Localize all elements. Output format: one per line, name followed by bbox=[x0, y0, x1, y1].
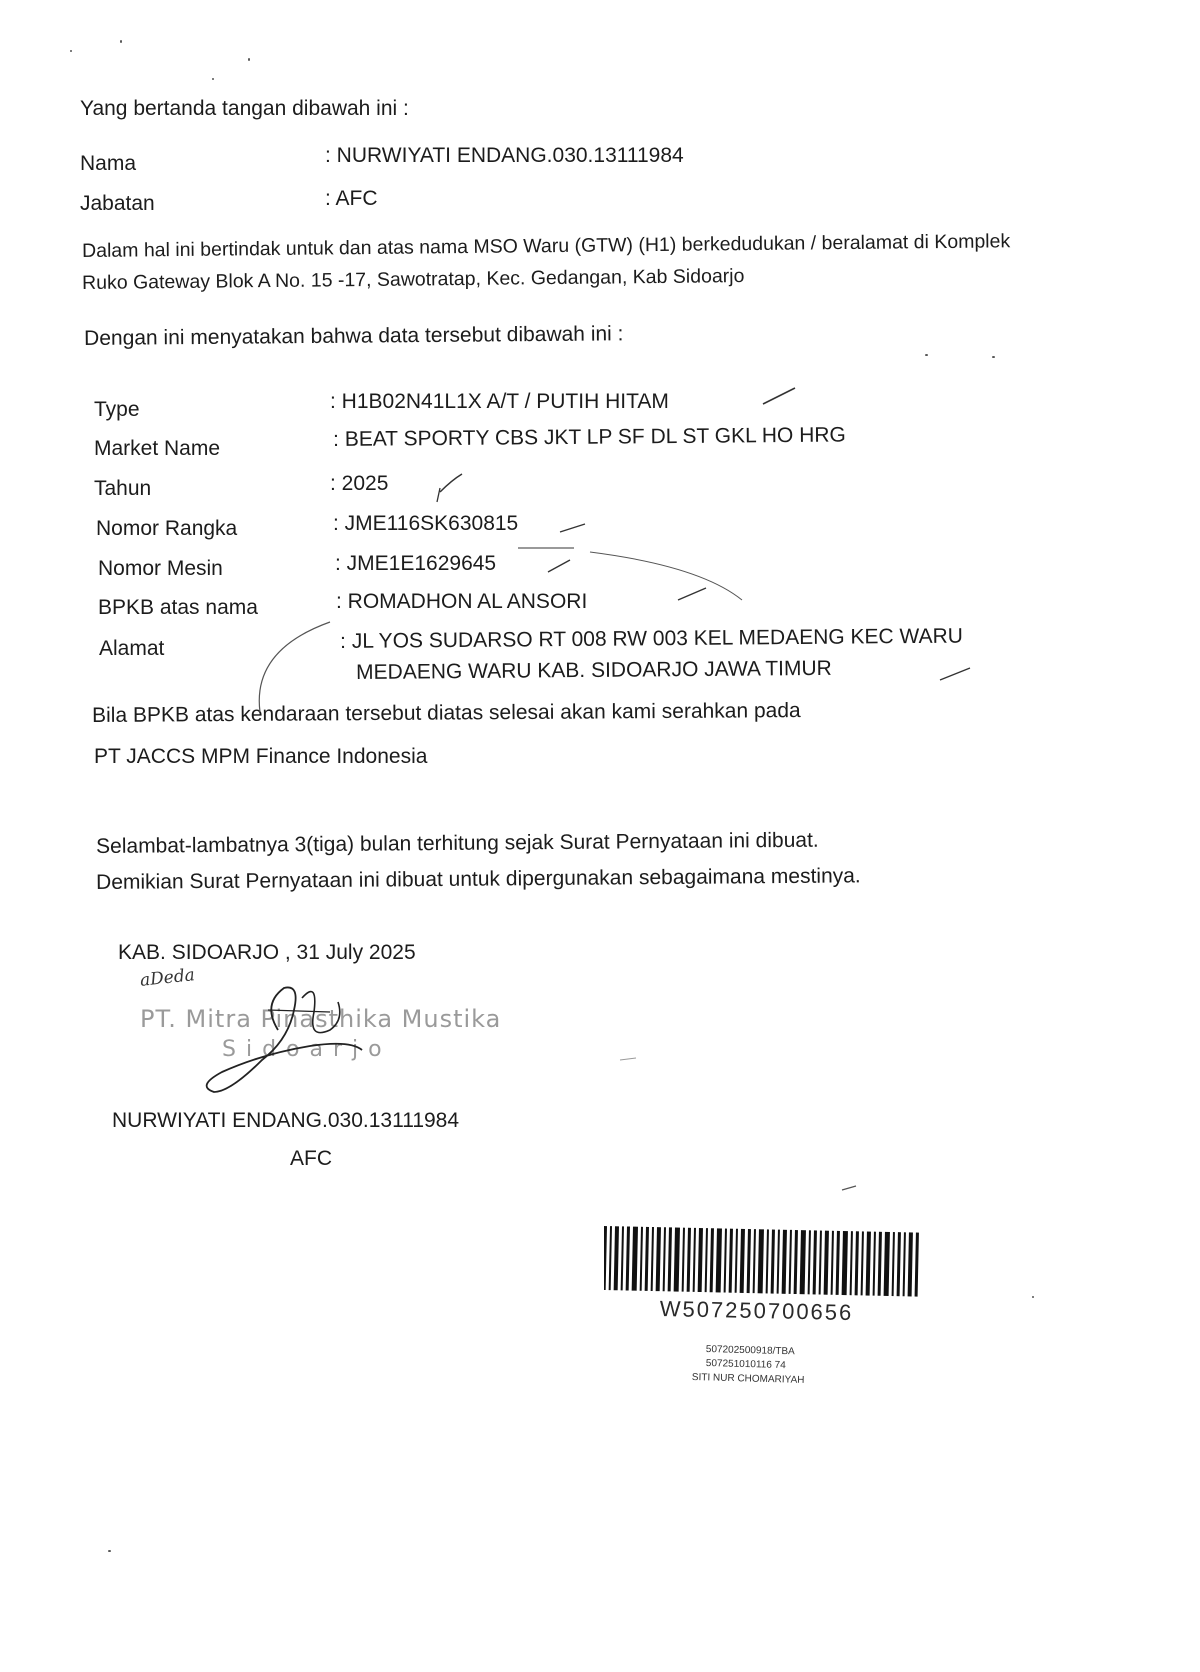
market-name-label: Market Name bbox=[94, 437, 221, 460]
barcode-ref-3: SITI NUR CHOMARIYAH bbox=[691, 1372, 805, 1386]
market-name-value: : BEAT SPORTY CBS JKT LP SF DL ST GKL HO HRG bbox=[333, 424, 846, 452]
barcode-ref-1: 507202500918/TBA bbox=[705, 1344, 795, 1358]
nomor-rangka-label: Nomor Rangka bbox=[96, 517, 238, 540]
jabatan-value: : AFC bbox=[325, 187, 378, 211]
statement-intro: Dengan ini menyatakan bahwa data tersebut dibawah ini : bbox=[84, 322, 624, 350]
company-stamp-text: PT. Mitra Pinasthika Mustika bbox=[140, 1005, 502, 1033]
handwritten-initials: aDeda bbox=[139, 965, 196, 991]
type-label: Type bbox=[94, 398, 140, 421]
tahun-label: Tahun bbox=[94, 477, 152, 500]
handover-line-1: Bila BPKB atas kendaraan tersebut diatas selesai akan kami serahkan pada bbox=[92, 699, 801, 727]
barcode-ref-2: 507251010116 74 bbox=[705, 1358, 786, 1372]
bpkb-label: BPKB atas nama bbox=[98, 596, 258, 619]
closing-line: Demikian Surat Pernyataan ini dibuat untuk dipergunakan sebagaimana mestinya. bbox=[96, 864, 861, 894]
nomor-mesin-value: : JME1E1629645 bbox=[335, 552, 496, 576]
nama-value: : NURWIYATI ENDANG.030.13111984 bbox=[325, 144, 684, 168]
intro-text: Yang bertanda tangan dibawah ini : bbox=[80, 97, 409, 120]
nomor-mesin-label: Nomor Mesin bbox=[98, 557, 223, 580]
acting-line-1: Dalam hal ini bertindak untuk dan atas nama MSO Waru (GTW) (H1) berkedudukan / beralamat di Komplek bbox=[82, 230, 1011, 262]
signature-name: NURWIYATI ENDANG.030.13111984 bbox=[112, 1109, 460, 1132]
nama-label: Nama bbox=[80, 152, 137, 175]
alamat-label: Alamat bbox=[99, 637, 165, 660]
place-date: KAB. SIDOARJO , 31 July 2025 bbox=[118, 941, 416, 964]
bpkb-value: : ROMADHON AL ANSORI bbox=[336, 590, 587, 614]
deadline-line: Selambat-lambatnya 3(tiga) bulan terhitung sejak Surat Pernyataan ini dibuat. bbox=[96, 828, 819, 858]
handover-line-2: PT JACCS MPM Finance Indonesia bbox=[94, 745, 428, 768]
alamat-value-line-1: : JL YOS SUDARSO RT 008 RW 003 KEL MEDAENG KEC WARU bbox=[340, 625, 963, 654]
company-stamp-city: Sidoarjo bbox=[222, 1037, 392, 1062]
nomor-rangka-value: : JME116SK630815 bbox=[333, 512, 518, 536]
signature-title: AFC bbox=[290, 1147, 332, 1170]
type-value: : H1B02N41L1X A/T / PUTIH HITAM bbox=[330, 390, 669, 414]
barcode-number: W507250700656 bbox=[659, 1296, 854, 1326]
tahun-value: : 2025 bbox=[330, 472, 388, 496]
alamat-value-line-2: MEDAENG WARU KAB. SIDOARJO JAWA TIMUR bbox=[356, 656, 832, 684]
acting-line-2: Ruko Gateway Blok A No. 15 -17, Sawotratap, Kec. Gedangan, Kab Sidoarjo bbox=[82, 265, 745, 294]
jabatan-label: Jabatan bbox=[80, 192, 155, 215]
